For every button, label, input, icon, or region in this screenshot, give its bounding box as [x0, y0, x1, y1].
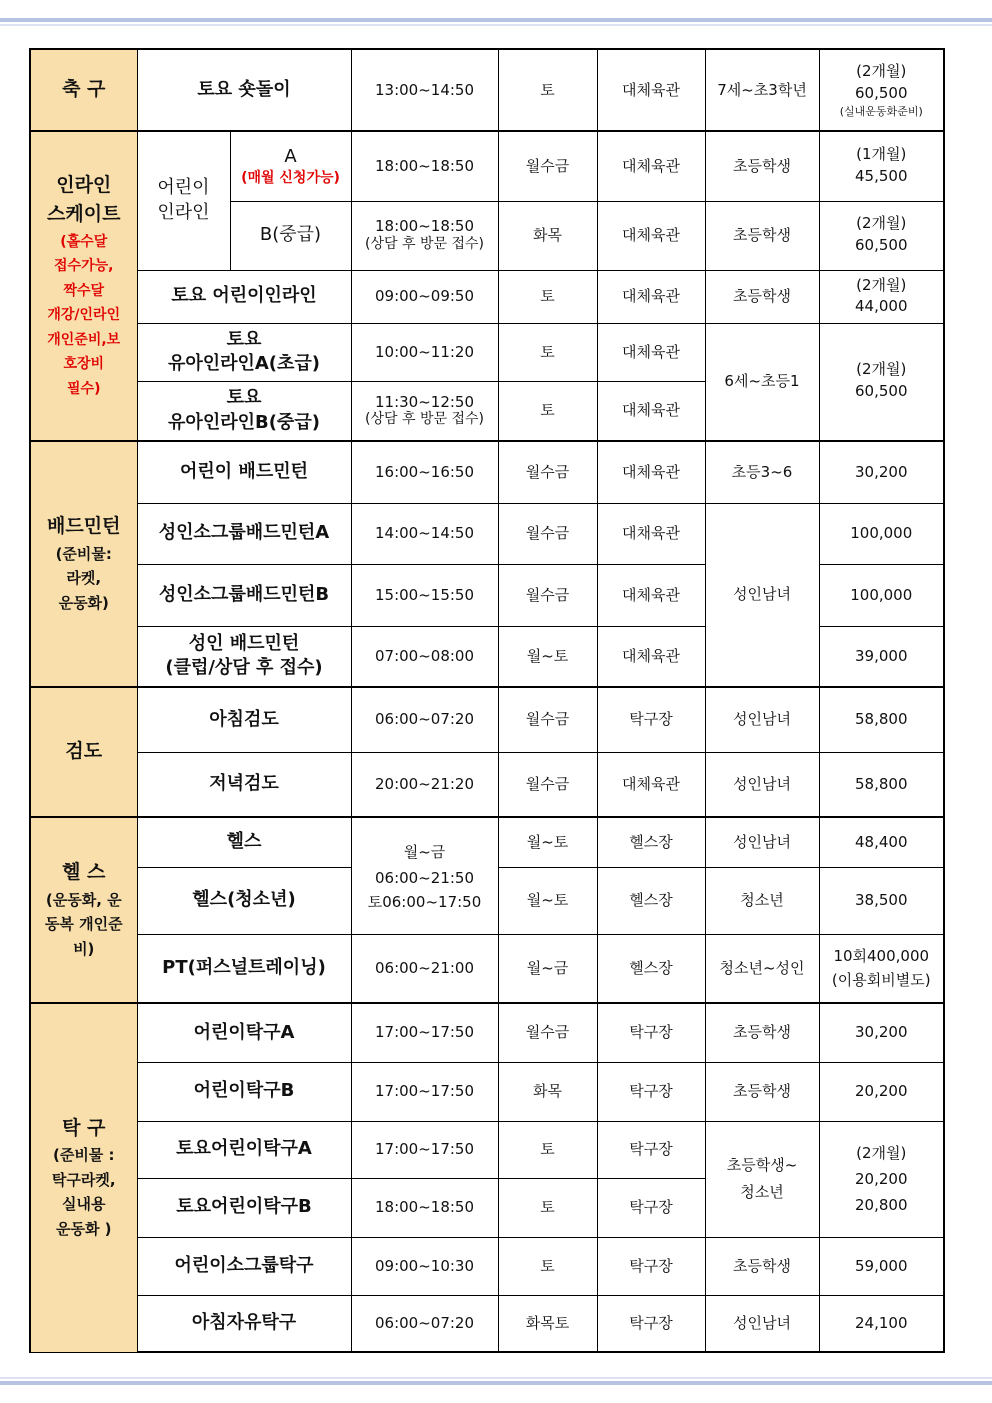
- program-place: 대체육관: [597, 626, 705, 687]
- program-place: 헬스장: [597, 867, 705, 934]
- program-place: 대체육관: [597, 323, 705, 381]
- program-day: 월수금: [498, 503, 597, 564]
- program-fee: 39,000: [819, 626, 944, 687]
- program-time: 07:00~08:00: [351, 626, 498, 687]
- program-place: 대체육관: [597, 131, 705, 201]
- program-place: 헬스장: [597, 817, 705, 867]
- program-fee: 20,200: [819, 1062, 944, 1121]
- program-target: 성인남녀: [705, 1295, 819, 1352]
- program-fee: 48,400: [819, 817, 944, 867]
- table-row: [30, 270, 944, 323]
- program-day: 화목토: [498, 1295, 597, 1352]
- program-name: 아침검도: [137, 687, 351, 752]
- program-time: 06:00~07:20: [351, 687, 498, 752]
- program-fee: 100,000: [819, 564, 944, 626]
- program-fee: 38,500: [819, 867, 944, 934]
- program-place: 대체육관: [597, 381, 705, 441]
- program-time: 14:00~14:50: [351, 503, 498, 564]
- program-time: 17:00~17:50: [351, 1062, 498, 1121]
- table-row: [30, 49, 944, 131]
- program-target: 초등학생: [705, 1237, 819, 1295]
- program-time: 월~금 06:00~21:50 토06:00~17:50: [351, 817, 498, 934]
- program-fee: (2개월) 44,000: [819, 270, 944, 323]
- program-fee: (2개월) 60,500: [819, 201, 944, 270]
- table-row: [30, 503, 944, 564]
- program-target: 초등3~6: [705, 441, 819, 503]
- program-name: 토요어린이탁구A: [137, 1121, 351, 1178]
- program-name: 아침자유탁구: [137, 1295, 351, 1352]
- program-day: 화목: [498, 1062, 597, 1121]
- program-target: 초등학생: [705, 270, 819, 323]
- section-soccer: 축 구: [30, 49, 137, 131]
- program-fee: 30,200: [819, 1003, 944, 1062]
- program-time: 18:00~18:50 (상담 후 방문 접수): [351, 201, 498, 270]
- table-row: [30, 1003, 944, 1062]
- program-target: 청소년~성인: [705, 934, 819, 1003]
- program-target: 7세~초3학년: [705, 49, 819, 131]
- table-row: [30, 1295, 944, 1352]
- program-target: 성인남녀: [705, 503, 819, 687]
- page-border-bottom: [0, 1381, 992, 1385]
- program-fee: (1개월) 45,500: [819, 131, 944, 201]
- program-target: 성인남녀: [705, 687, 819, 752]
- table-row: [30, 1062, 944, 1121]
- program-name: 성인소그룹배드민턴A: [137, 503, 351, 564]
- program-level-b: B(중급): [230, 201, 351, 270]
- program-target: 초등학생: [705, 131, 819, 201]
- program-fee: 24,100: [819, 1295, 944, 1352]
- program-fee: 58,800: [819, 752, 944, 817]
- program-place: 탁구장: [597, 1237, 705, 1295]
- program-name: 토요 어린이인라인: [137, 270, 351, 323]
- program-name: PT(퍼스널트레이닝): [137, 934, 351, 1003]
- program-day: 토: [498, 270, 597, 323]
- program-place: 대체육관: [597, 270, 705, 323]
- table-row: [30, 752, 944, 817]
- section-inline: 인라인 스케이트 (홀수달 접수가능, 짝수달 개강/인라인 개인준비,보 호장비 필수): [30, 131, 137, 441]
- program-day: 월~토: [498, 817, 597, 867]
- program-day: 토: [498, 323, 597, 381]
- program-day: 토: [498, 49, 597, 131]
- program-day: 토: [498, 1178, 597, 1237]
- program-time: 06:00~07:20: [351, 1295, 498, 1352]
- program-target: 6세~초등1: [705, 323, 819, 441]
- program-name: 헬스: [137, 817, 351, 867]
- program-level-a: A (매월 신청가능): [230, 131, 351, 201]
- program-place: 대체육관: [597, 564, 705, 626]
- page-border-top: [0, 18, 992, 22]
- program-fee: (2개월) 60,500 (실내운동화준비): [819, 49, 944, 131]
- program-time: 15:00~15:50: [351, 564, 498, 626]
- program-time: 09:00~09:50: [351, 270, 498, 323]
- program-place: 대채육관: [597, 503, 705, 564]
- program-fee: 30,200: [819, 441, 944, 503]
- program-place: 대체육관: [597, 201, 705, 270]
- program-day: 토: [498, 1237, 597, 1295]
- program-group-kids-inline: 어린이 인라인: [137, 131, 230, 270]
- program-day: 월수금: [498, 131, 597, 201]
- program-target: 초등학생: [705, 1062, 819, 1121]
- program-place: 탁구장: [597, 1121, 705, 1178]
- program-day: 토: [498, 1121, 597, 1178]
- program-day: 월~토: [498, 867, 597, 934]
- program-fee: 10회400,000 (이용회비별도): [819, 934, 944, 1003]
- program-fee: (2개월) 60,500: [819, 323, 944, 441]
- program-place: 탁구장: [597, 1003, 705, 1062]
- program-time: 16:00~16:50: [351, 441, 498, 503]
- program-name: 어린이탁구B: [137, 1062, 351, 1121]
- program-target: 초등학생: [705, 201, 819, 270]
- program-name: 토요 유아인라인A(초급): [137, 323, 351, 381]
- program-place: 탁구장: [597, 1295, 705, 1352]
- program-name: 헬스(청소년): [137, 867, 351, 934]
- program-name: 성인소그룹배드민턴B: [137, 564, 351, 626]
- program-name: 저녁검도: [137, 752, 351, 817]
- program-name: 어린이소그룹탁구: [137, 1237, 351, 1295]
- program-day: 월~금: [498, 934, 597, 1003]
- program-time: 17:00~17:50: [351, 1003, 498, 1062]
- program-target: 초등학생~ 청소년: [705, 1121, 819, 1237]
- program-target: 초등학생: [705, 1003, 819, 1062]
- program-time: 11:30~12:50 (상담 후 방문 접수): [351, 381, 498, 441]
- table-row: [30, 817, 944, 867]
- program-place: 탁구장: [597, 687, 705, 752]
- program-day: 월수금: [498, 564, 597, 626]
- page-border-top-inner: [0, 24, 992, 26]
- table-row: [30, 131, 944, 201]
- page-border-bottom-inner: [0, 1377, 992, 1379]
- program-name: 토요 숏돌이: [137, 49, 351, 131]
- program-fee: (2개월) 20,200 20,800: [819, 1121, 944, 1237]
- section-table-tennis: 탁 구 (준비물 : 탁구라켓, 실내용 운동화 ): [30, 1003, 137, 1352]
- program-schedule-table: [29, 48, 945, 1353]
- table-row: [30, 934, 944, 1003]
- program-name: 성인 배드민턴 (클럽/상담 후 접수): [137, 626, 351, 687]
- table-row: [30, 687, 944, 752]
- program-name: 토요 유아인라인B(중급): [137, 381, 351, 441]
- program-fee: 100,000: [819, 503, 944, 564]
- program-target: 청소년: [705, 867, 819, 934]
- section-badminton: 배드민턴 (준비물: 라켓, 운동화): [30, 441, 137, 687]
- table-row: [30, 1237, 944, 1295]
- program-target: 성인남녀: [705, 752, 819, 817]
- program-day: 토: [498, 381, 597, 441]
- program-day: 월수금: [498, 687, 597, 752]
- program-time: 18:00~18:50: [351, 131, 498, 201]
- program-place: 탁구장: [597, 1178, 705, 1237]
- program-fee: 59,000: [819, 1237, 944, 1295]
- program-place: 대체육관: [597, 752, 705, 817]
- program-place: 대체육관: [597, 49, 705, 131]
- program-time: 20:00~21:20: [351, 752, 498, 817]
- program-time: 06:00~21:00: [351, 934, 498, 1003]
- program-time: 13:00~14:50: [351, 49, 498, 131]
- program-time: 18:00~18:50: [351, 1178, 498, 1237]
- program-place: 탁구장: [597, 1062, 705, 1121]
- program-place: 대체육관: [597, 441, 705, 503]
- program-time: 09:00~10:30: [351, 1237, 498, 1295]
- program-day: 월수금: [498, 1003, 597, 1062]
- section-health: 헬 스 (운동화, 운 동복 개인준 비): [30, 817, 137, 1003]
- program-name: 토요어린이탁구B: [137, 1178, 351, 1237]
- table-row: [30, 1121, 944, 1178]
- table-row: [30, 441, 944, 503]
- program-name: 어린이탁구A: [137, 1003, 351, 1062]
- program-day: 월수금: [498, 752, 597, 817]
- program-place: 헬스장: [597, 934, 705, 1003]
- program-fee: 58,800: [819, 687, 944, 752]
- program-time: 17:00~17:50: [351, 1121, 498, 1178]
- program-day: 월수금: [498, 441, 597, 503]
- section-kendo: 검도: [30, 687, 137, 817]
- program-time: 10:00~11:20: [351, 323, 498, 381]
- program-name: 어린이 배드민턴: [137, 441, 351, 503]
- program-day: 월~토: [498, 626, 597, 687]
- table-row: [30, 323, 944, 381]
- program-day: 화목: [498, 201, 597, 270]
- program-target: 성인남녀: [705, 817, 819, 867]
